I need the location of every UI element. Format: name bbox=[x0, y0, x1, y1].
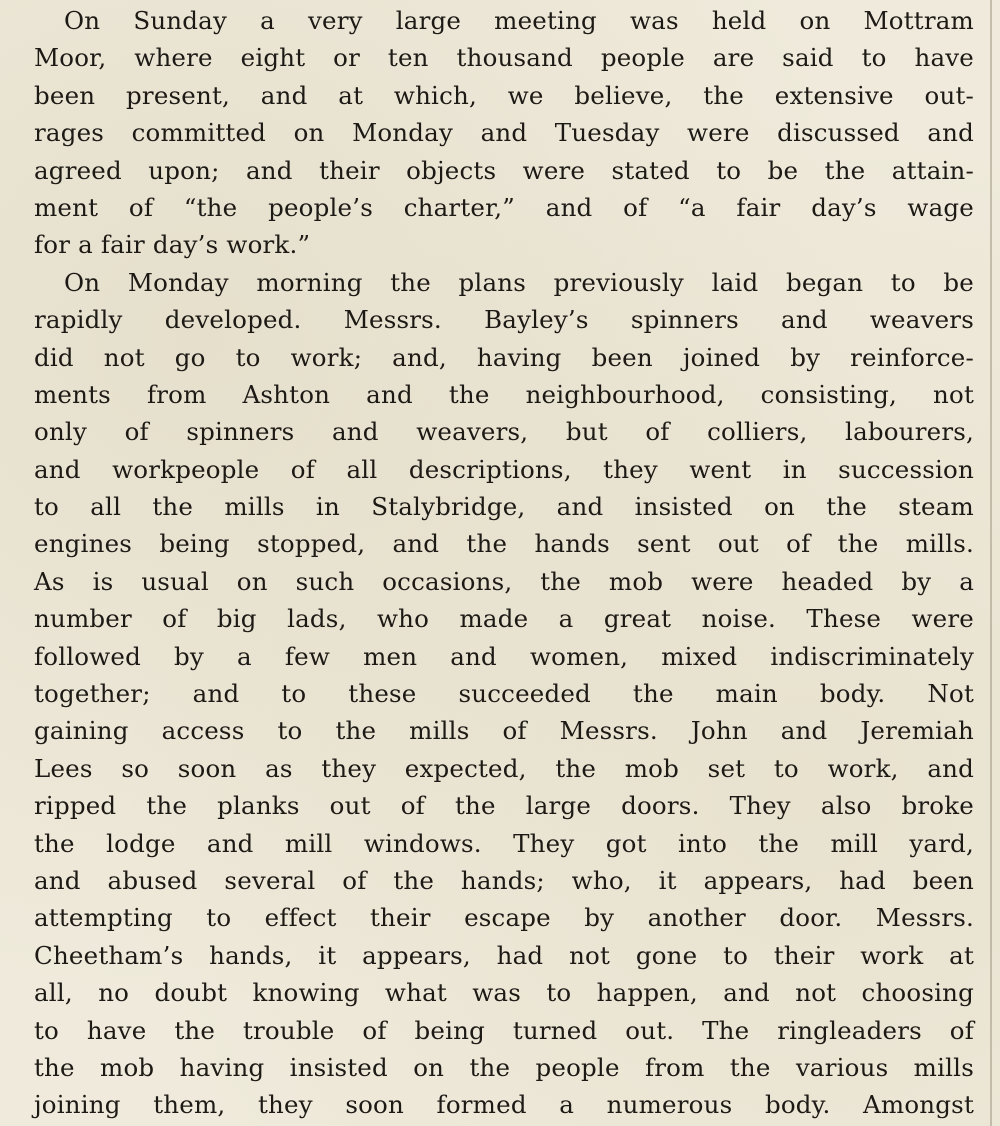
text-line: to have the trouble of being turned out. The ringleaders of bbox=[34, 1015, 974, 1045]
text-line: attempting to effect their escape by another door. Messrs. bbox=[34, 903, 974, 933]
text-line: and workpeople of all descriptions, they went in succession bbox=[34, 454, 974, 484]
column-edge-line bbox=[990, 0, 992, 1126]
text-line: Moor, where eight or ten thousand people are said to have bbox=[34, 43, 974, 73]
text-line: to all the mills in Stalybridge, and insisted on the steam bbox=[34, 492, 974, 522]
text-line: rages committed on Monday and Tuesday were discussed and bbox=[34, 118, 974, 148]
text-line: number of big lads, who made a great noise. These were bbox=[34, 604, 974, 634]
text-line: rapidly developed. Messrs. Bayley’s spinners and weavers bbox=[34, 305, 974, 335]
text-line: and abused several of the hands; who, it appears, had been bbox=[34, 865, 974, 895]
paragraph-2 bbox=[34, 264, 974, 1124]
text-line: been present, and at which, we believe, the extensive out- bbox=[34, 80, 974, 110]
paragraph-1 bbox=[34, 2, 974, 264]
text-line: did not go to work; and, having been joined by reinforce- bbox=[34, 342, 974, 372]
text-line: gaining access to the mills of Messrs. John and Jeremiah bbox=[34, 716, 974, 746]
text-line: joining them, they soon formed a numerous body. Amongst bbox=[34, 1090, 974, 1120]
text-line: On Sunday a very large meeting was held on Mottram bbox=[64, 6, 974, 35]
text-line: agreed upon; and their objects were stated to be the attain- bbox=[34, 155, 974, 185]
text-line: As is usual on such occasions, the mob were headed by a bbox=[34, 566, 974, 596]
text-line: ments from Ashton and the neighbourhood, consisting, not bbox=[34, 379, 974, 409]
text-line: engines being stopped, and the hands sent out of the mills. bbox=[34, 529, 974, 559]
text-line: Lees so soon as they expected, the mob set to work, and bbox=[34, 753, 974, 783]
text-line: together; and to these succeeded the main body. Not bbox=[34, 679, 974, 709]
text-line: the lodge and mill windows. They got into the mill yard, bbox=[34, 828, 974, 858]
text-line: On Monday morning the plans previously laid began to be bbox=[64, 267, 974, 297]
text-line: all, no doubt knowing what was to happen, and not choosing bbox=[34, 978, 974, 1008]
text-line: only of spinners and weavers, but of colliers, labourers, bbox=[34, 417, 974, 447]
text-line: ripped the planks out of the large doors. They also broke bbox=[34, 791, 974, 821]
text-line: for a fair day’s work.” bbox=[34, 230, 311, 260]
text-line: the mob having insisted on the people from the various mills bbox=[34, 1052, 974, 1082]
text-line: ment of “the people’s charter,” and of “a fair day’s wage bbox=[34, 192, 974, 222]
text-line: followed by a few men and women, mixed indiscriminately bbox=[34, 641, 974, 671]
text-line: Cheetham’s hands, it appears, had not gone to their work at bbox=[34, 940, 974, 970]
